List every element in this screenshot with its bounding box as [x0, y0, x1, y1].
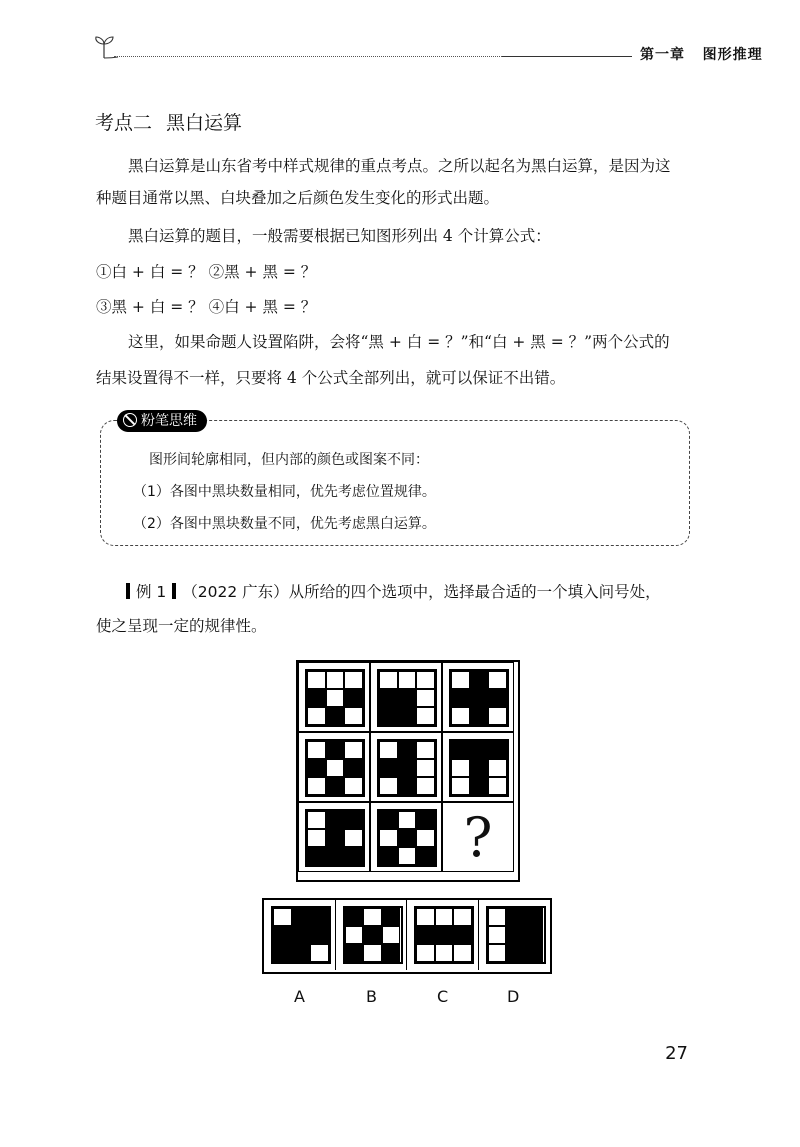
black-tile	[307, 847, 326, 865]
formula-line-2: ③黑 + 白 = ？ ④白 + 黑 = ？	[96, 298, 317, 316]
black-tile	[398, 689, 417, 707]
header-dotted-rule	[114, 56, 532, 57]
puzzle-cell-7	[298, 802, 370, 872]
paragraph-2: 黑白运算的题目，一般需要根据已知图形列出 4 个计算公式：	[128, 227, 551, 245]
section-label: 考点二	[95, 112, 153, 134]
black-tile	[398, 741, 417, 759]
white-tile	[363, 908, 382, 926]
white-tile	[453, 908, 472, 926]
option-b[interactable]	[336, 900, 408, 970]
example-bar-left	[126, 583, 130, 599]
puzzle-cell-pattern	[377, 669, 437, 727]
black-tile	[307, 689, 326, 707]
black-tile	[435, 926, 454, 944]
white-tile	[344, 741, 363, 759]
black-tile	[470, 741, 489, 759]
example-label: 例 1	[136, 583, 167, 601]
black-tile	[273, 944, 292, 962]
white-tile	[488, 759, 507, 777]
black-tile	[344, 847, 363, 865]
black-tile	[379, 707, 398, 725]
option-pattern	[271, 906, 331, 964]
black-tile	[451, 689, 470, 707]
option-label-b[interactable]: B	[366, 987, 377, 1006]
white-tile	[307, 741, 326, 759]
section-heading	[95, 108, 242, 135]
puzzle-cell-5	[370, 732, 442, 802]
header-chapter	[640, 44, 763, 64]
black-tile	[326, 777, 345, 795]
formula-line-1: ①白 + 白 = ？ ②黑 + 黑 = ？	[96, 263, 317, 281]
puzzle-cell-pattern	[305, 739, 365, 797]
white-tile	[416, 689, 435, 707]
option-d[interactable]	[479, 900, 551, 970]
white-tile	[310, 944, 329, 962]
black-tile	[292, 944, 311, 962]
black-tile	[506, 908, 525, 926]
white-tile	[273, 908, 292, 926]
black-tile	[310, 908, 329, 926]
black-tile	[416, 847, 435, 865]
white-tile	[326, 759, 345, 777]
black-tile	[326, 829, 345, 847]
black-tile	[453, 926, 472, 944]
tip-line-2: （1）各图中黑块数量相同，优先考虑位置规律。	[133, 484, 436, 500]
white-tile	[382, 926, 401, 944]
section-title: 黑白运算	[166, 112, 243, 134]
black-tile	[488, 741, 507, 759]
black-tile	[326, 741, 345, 759]
white-tile	[307, 777, 326, 795]
black-tile	[416, 926, 435, 944]
page-number: 27	[665, 1043, 688, 1064]
white-tile	[488, 926, 507, 944]
white-tile	[307, 829, 326, 847]
example-line-1	[120, 580, 661, 602]
black-tile	[451, 741, 470, 759]
black-tile	[379, 811, 398, 829]
black-tile	[506, 944, 525, 962]
puzzle-cell-1	[298, 662, 370, 732]
puzzle-grid	[296, 660, 520, 882]
tip-box	[100, 413, 690, 546]
option-pattern	[343, 906, 403, 964]
tip-line-1: 图形间轮廓相同，但内部的颜色或图案不同：	[149, 452, 429, 468]
white-tile	[363, 944, 382, 962]
white-tile	[451, 777, 470, 795]
black-tile	[326, 811, 345, 829]
white-tile	[453, 944, 472, 962]
white-tile	[416, 759, 435, 777]
white-tile	[344, 777, 363, 795]
option-label-a[interactable]: A	[294, 987, 305, 1006]
black-tile	[525, 944, 544, 962]
white-tile	[451, 707, 470, 725]
white-tile	[416, 741, 435, 759]
black-tile	[292, 926, 311, 944]
white-tile	[451, 671, 470, 689]
black-tile	[345, 944, 364, 962]
puzzle-cell-3	[442, 662, 514, 732]
white-tile	[416, 707, 435, 725]
option-label-c[interactable]: C	[437, 987, 449, 1006]
white-tile	[307, 811, 326, 829]
black-tile	[398, 829, 417, 847]
white-tile	[488, 777, 507, 795]
black-tile	[326, 847, 345, 865]
white-tile	[398, 847, 417, 865]
black-tile	[470, 671, 489, 689]
puzzle-cell-pattern	[377, 739, 437, 797]
puzzle-cell-6	[442, 732, 514, 802]
black-tile	[398, 759, 417, 777]
example-text-1: （2022 广东）从所给的四个选项中，选择最合适的一个填入问号处，	[182, 583, 661, 601]
black-tile	[398, 707, 417, 725]
black-tile	[344, 811, 363, 829]
white-tile	[416, 671, 435, 689]
white-tile	[435, 908, 454, 926]
white-tile	[488, 707, 507, 725]
black-tile	[470, 689, 489, 707]
black-tile	[488, 689, 507, 707]
black-tile	[379, 847, 398, 865]
puzzle-cell-8	[370, 802, 442, 872]
header-rule	[502, 56, 632, 57]
white-tile	[379, 741, 398, 759]
black-tile	[292, 908, 311, 926]
black-tile	[345, 908, 364, 926]
example-line-2: 使之呈现一定的规律性。	[96, 617, 267, 635]
black-tile	[382, 908, 401, 926]
tip-badge	[117, 410, 207, 432]
option-pattern	[486, 906, 546, 964]
paragraph-3-line-1: 这里，如果命题人设置陷阱，会将“黑 + 白 = ？”和“白 + 黑 = ？”两个公式的	[128, 333, 670, 351]
white-tile	[345, 926, 364, 944]
black-tile	[310, 926, 329, 944]
option-a[interactable]	[264, 900, 336, 970]
white-tile	[344, 829, 363, 847]
no-entry-icon	[123, 413, 137, 427]
black-tile	[470, 759, 489, 777]
white-tile	[307, 707, 326, 725]
white-tile	[379, 829, 398, 847]
white-tile	[398, 671, 417, 689]
puzzle-cell-4	[298, 732, 370, 802]
black-tile	[470, 777, 489, 795]
black-tile	[506, 926, 525, 944]
tip-line-3: （2）各图中黑块数量不同，优先考虑黑白运算。	[133, 516, 436, 532]
paragraph-3-line-2: 结果设置得不一样，只要将 4 个公式全部列出，就可以保证不出错。	[96, 369, 566, 387]
white-tile	[326, 671, 345, 689]
chapter-number: 第一章	[640, 47, 685, 63]
black-tile	[525, 908, 544, 926]
black-tile	[470, 707, 489, 725]
running-header	[92, 34, 782, 64]
white-tile	[326, 689, 345, 707]
white-tile	[344, 671, 363, 689]
tip-badge-label: 粉笔思维	[141, 413, 197, 429]
puzzle-cell-pattern	[449, 669, 509, 727]
puzzle-cell-question[interactable]	[442, 802, 514, 872]
black-tile	[307, 759, 326, 777]
white-tile	[488, 908, 507, 926]
paragraph-1-line-2: 种题目通常以黑、白块叠加之后颜色发生变化的形式出题。	[96, 189, 500, 207]
answer-options	[262, 898, 552, 974]
puzzle-cell-pattern	[377, 809, 437, 867]
option-label-d[interactable]: D	[507, 987, 520, 1006]
white-tile	[416, 829, 435, 847]
white-tile	[416, 944, 435, 962]
chapter-title: 图形推理	[702, 47, 763, 63]
white-tile	[488, 944, 507, 962]
black-tile	[416, 811, 435, 829]
black-tile	[344, 759, 363, 777]
white-tile	[307, 671, 326, 689]
white-tile	[398, 811, 417, 829]
black-tile	[363, 926, 382, 944]
white-tile	[435, 944, 454, 962]
black-tile	[273, 926, 292, 944]
white-tile	[379, 671, 398, 689]
paragraph-1-line-1: 黑白运算是山东省考中样式规律的重点考点。之所以起名为黑白运算，是因为这	[128, 157, 671, 175]
example-bar-right	[172, 583, 176, 599]
black-tile	[326, 707, 345, 725]
white-tile	[416, 908, 435, 926]
black-tile	[344, 689, 363, 707]
black-tile	[525, 926, 544, 944]
white-tile	[451, 759, 470, 777]
black-tile	[398, 777, 417, 795]
black-tile	[379, 759, 398, 777]
black-tile	[382, 944, 401, 962]
black-tile	[379, 689, 398, 707]
puzzle-cell-pattern	[305, 669, 365, 727]
puzzle-cell-pattern	[449, 739, 509, 797]
white-tile	[379, 777, 398, 795]
option-pattern	[414, 906, 474, 964]
white-tile	[344, 707, 363, 725]
question-mark: ?	[463, 805, 493, 869]
white-tile	[488, 671, 507, 689]
option-c[interactable]	[407, 900, 479, 970]
puzzle-cell-pattern	[305, 809, 365, 867]
puzzle-cell-2	[370, 662, 442, 732]
white-tile	[416, 777, 435, 795]
